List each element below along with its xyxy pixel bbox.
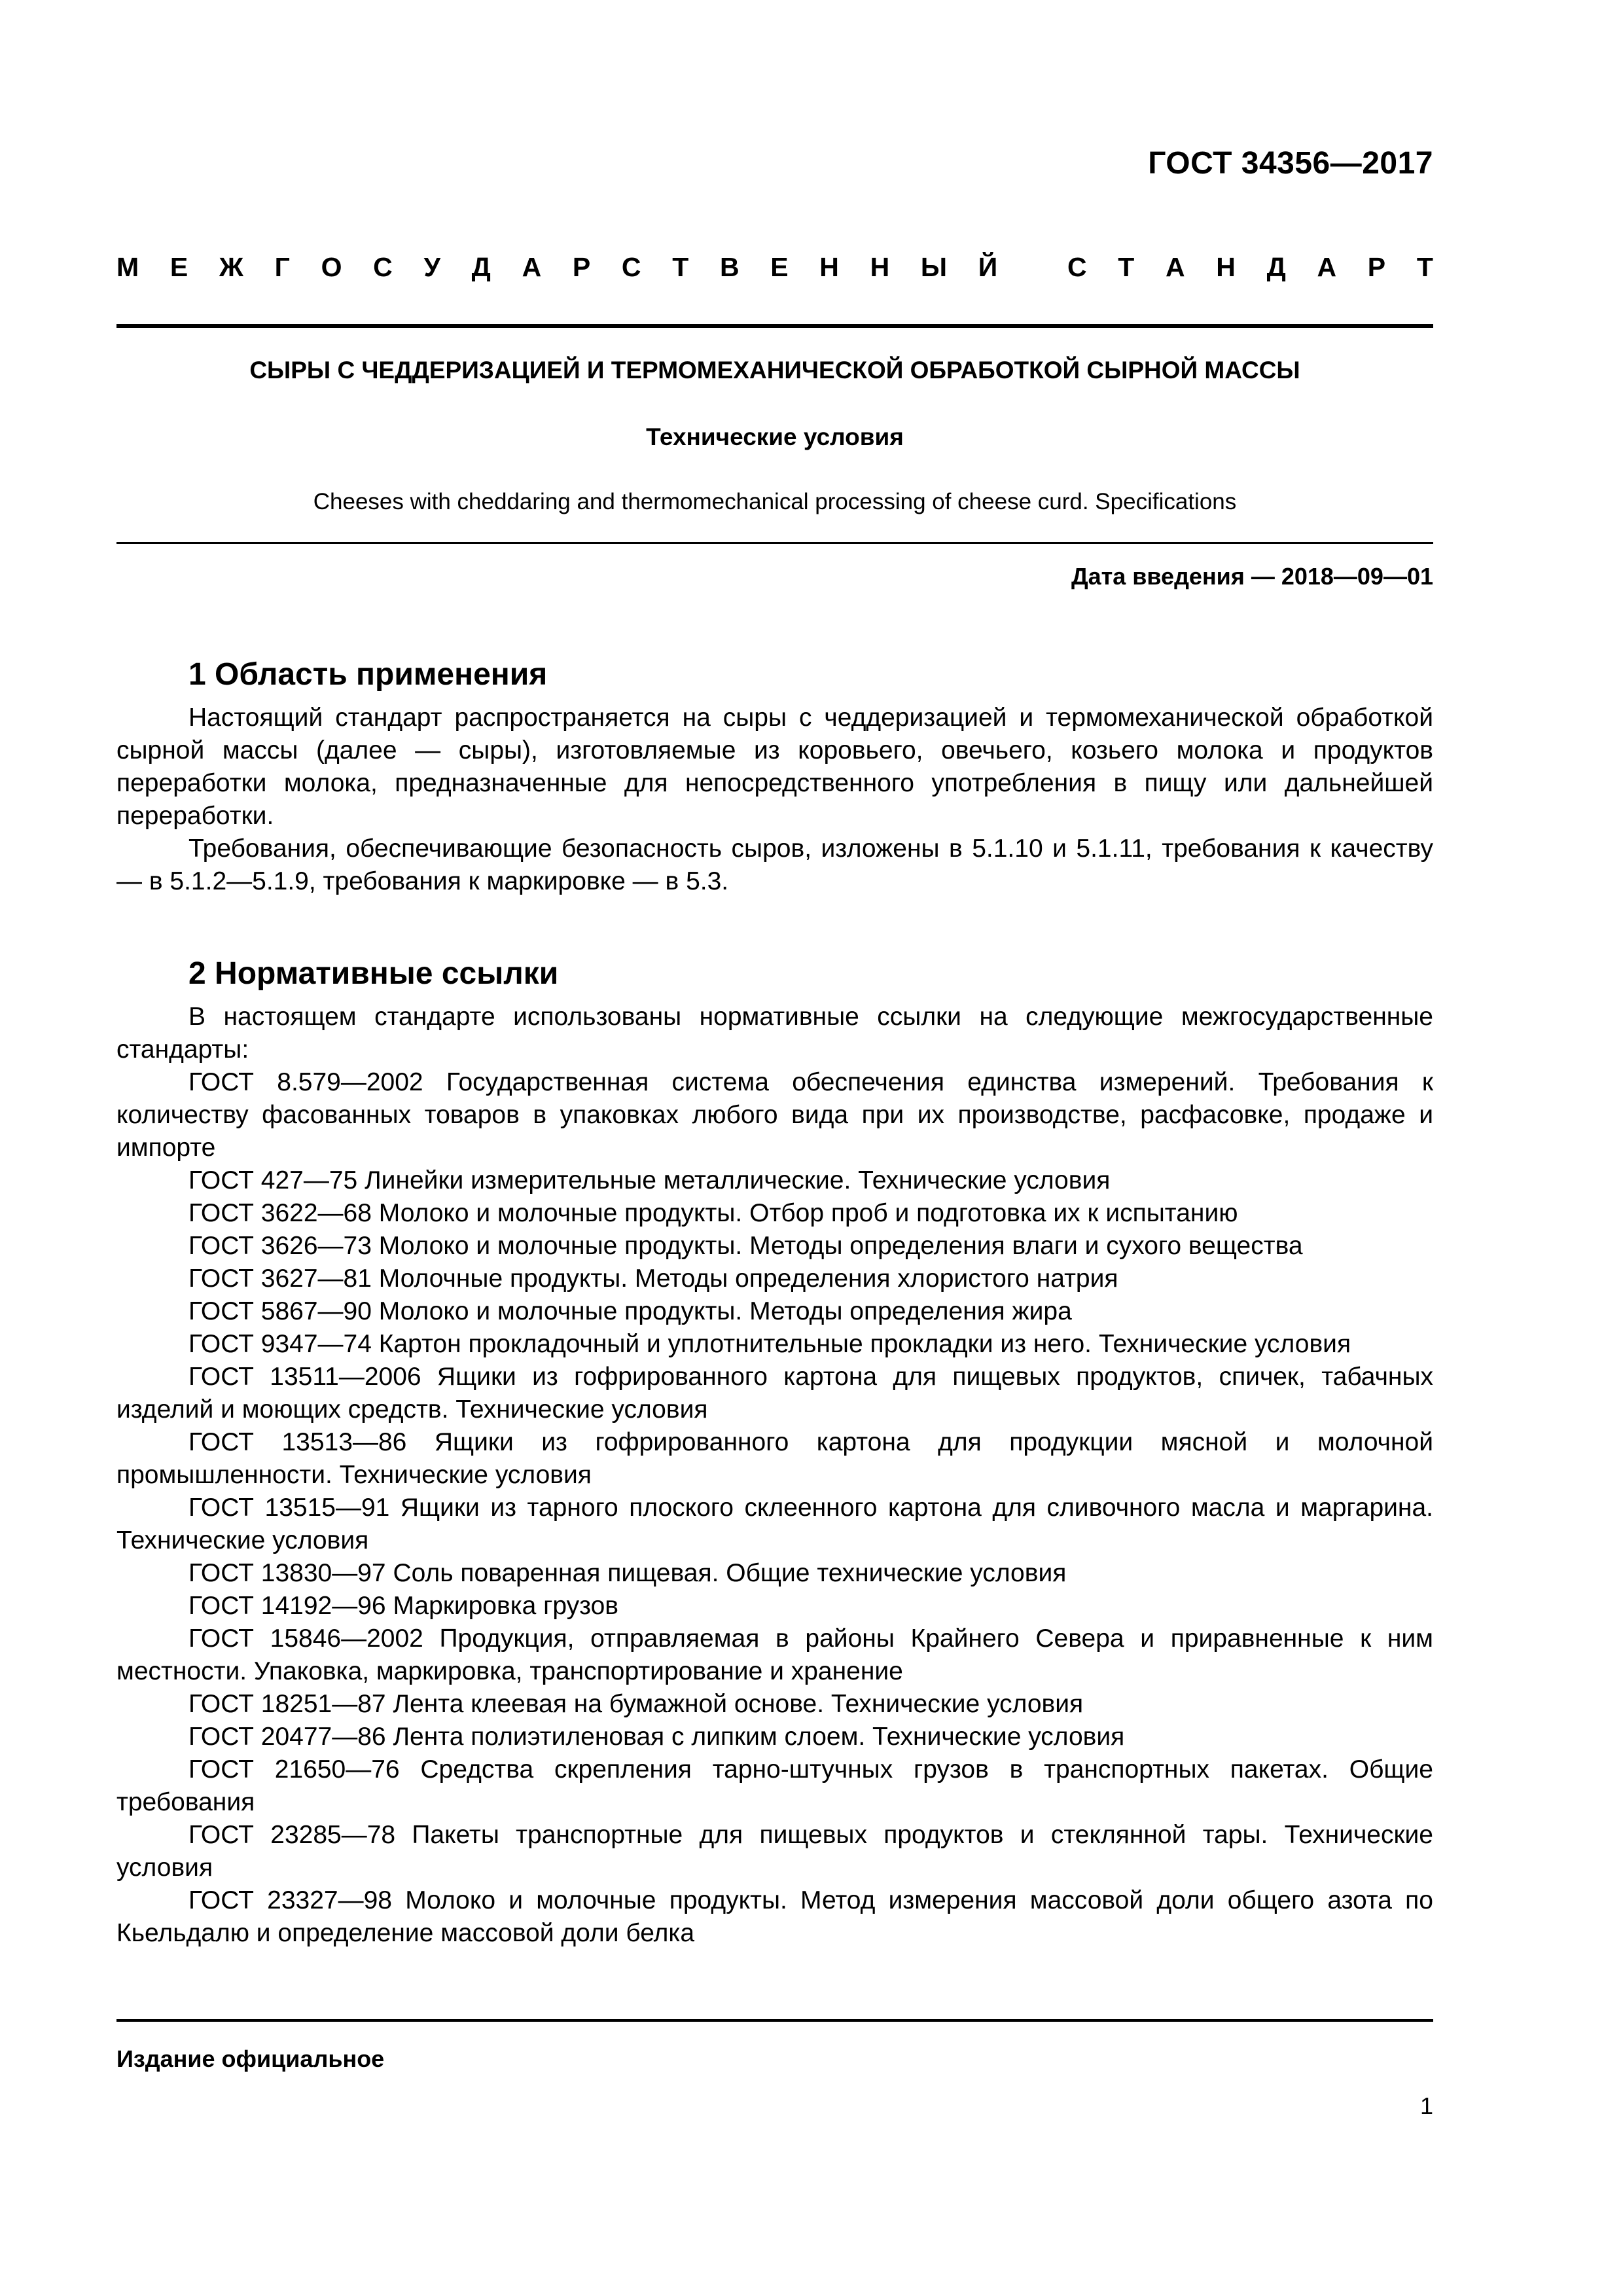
standard-type-letter: А (1166, 252, 1185, 282)
document-page (116, 0, 1433, 2296)
reference-item: ГОСТ 8.579—2002 Государственная система обеспечения единства измерений. Требования к количеству фасованных товаров в упаковках любого вида при их производстве, расфасовке, продаже и импорте (116, 1068, 1433, 1162)
standard-type-letter: У (423, 252, 440, 282)
standard-type-letter: С (1067, 252, 1087, 282)
paragraph: Требования, обеспечивающие безопасность сыров, изложены в 5.1.10 и 5.1.11, требования к качеству — в 5.1.2—5.1.9, требования к маркировке — в 5.3. (116, 834, 1433, 896)
reference-item: ГОСТ 15846—2002 Продукция, отправляемая в районы Крайнего Севера и приравненные к ним местности. Упаковка, маркировка, транспортирование и хранение (116, 1624, 1433, 1686)
standard-type-letter: Е (770, 252, 789, 282)
standard-type-letter: С (373, 252, 393, 282)
standard-type-letter (1029, 252, 1036, 283)
reference-item: ГОСТ 13830—97 Соль поваренная пищевая. Общие технические условия (188, 1559, 1067, 1588)
reference-item: ГОСТ 427—75 Линейки измерительные металлические. Технические условия (188, 1166, 1111, 1195)
reference-item: ГОСТ 5867—90 Молоко и молочные продукты. Методы определения жира (188, 1297, 1072, 1326)
standard-type-letter: В (719, 252, 740, 282)
standard-type-letter: Ж (219, 252, 243, 282)
header-rule (116, 324, 1433, 328)
introduction-date: Дата введения — 2018—09—01 (1071, 563, 1433, 590)
paragraph: В настоящем стандарте использованы нормативные ссылки на следующие межгосударственные стандарты: (116, 1003, 1433, 1064)
reference-item: ГОСТ 23285—78 Пакеты транспортные для пищевых продуктов и стеклянной тары. Технические условия (116, 1821, 1433, 1882)
paragraph: Настоящий стандарт распространяется на сыры с чеддеризацией и термомеханической обработкой сырной массы (далее — сыры), изготовляемые из коровьего, овечьего, козьего молока и продуктов переработки молока, предназначенные для непосредственного употребления в пищу или дальнейшей переработки. (116, 704, 1433, 831)
reference-item: ГОСТ 13511—2006 Ящики из гофрированного картона для пищевых продуктов, спичек, табачных изделий и моющих средств. Технические условия (116, 1363, 1433, 1424)
standard-type-letter: Е (169, 252, 188, 282)
footer-rule (116, 2019, 1433, 2022)
document-number: ГОСТ 34356—2017 (1148, 146, 1433, 181)
standard-type-letter: Н (870, 252, 890, 282)
section-scope (116, 655, 1433, 898)
standard-type-letter: Д (1266, 252, 1286, 282)
reference-item: ГОСТ 21650—76 Средства скрепления тарно-штучных грузов в транспортных пакетах. Общие требования (116, 1755, 1433, 1817)
standard-type-letter: Т (1118, 252, 1135, 282)
standard-type-letter: О (321, 252, 342, 282)
edition-label: Издание официальное (116, 2045, 385, 2072)
standard-type-letter: М (116, 252, 139, 282)
document-subtitle: Технические условия (646, 423, 904, 450)
reference-item: ГОСТ 13513—86 Ящики из гофрированного картона для продукции мясной и молочной промышленности. Технические условия (116, 1428, 1433, 1490)
reference-item: ГОСТ 20477—86 Лента полиэтиленовая с липким слоем. Технические условия (188, 1723, 1125, 1751)
standard-type-letter: Р (572, 252, 591, 282)
section-heading: 2 Нормативные ссылки (188, 956, 559, 991)
reference-item: ГОСТ 3622—68 Молоко и молочные продукты. Отбор проб и подготовка их к испытанию (188, 1199, 1238, 1228)
section-heading: 1 Область применения (188, 657, 548, 692)
title-rule (116, 542, 1433, 544)
standard-type-letter: С (621, 252, 641, 282)
reference-item: ГОСТ 3626—73 Молоко и молочные продукты. Методы определения влаги и сухого вещества (188, 1232, 1303, 1261)
standard-type-letter: Г (274, 252, 290, 282)
reference-list (116, 1066, 1433, 1950)
standard-type-letter: Й (978, 252, 998, 282)
standard-type-letter: Р (1367, 252, 1386, 282)
standard-type-letter: Ы (920, 252, 948, 282)
standard-type-letter: А (1317, 252, 1337, 282)
standard-type-heading (116, 252, 1433, 283)
english-title: Cheeses with cheddaring and thermomechanical processing of cheese curd. Specifications (313, 489, 1237, 514)
standard-type-letter: А (522, 252, 542, 282)
standard-type-letter: Т (1416, 252, 1433, 282)
standard-type-letter: Н (1216, 252, 1236, 282)
reference-item: ГОСТ 3627—81 Молочные продукты. Методы определения хлористого натрия (188, 1265, 1118, 1293)
page-number: 1 (1419, 2092, 1433, 2119)
reference-item: ГОСТ 9347—74 Картон прокладочный и уплотнительные прокладки из него. Технические условия (188, 1330, 1351, 1359)
standard-type-letter: Н (819, 252, 839, 282)
reference-item: ГОСТ 23327—98 Молоко и молочные продукты. Метод измерения массовой доли общего азота по Кьельдалю и определение массовой доли белка (116, 1886, 1433, 1948)
document-title: СЫРЫ С ЧЕДДЕРИЗАЦИЕЙ И ТЕРМОМЕХАНИЧЕСКОЙ ОБРАБОТКОЙ СЫРНОЙ МАССЫ (249, 357, 1300, 384)
standard-type-letter: Т (672, 252, 689, 282)
reference-item: ГОСТ 14192—96 Маркировка грузов (188, 1592, 618, 1621)
section-normative-references (116, 954, 1433, 1950)
reference-item: ГОСТ 13515—91 Ящики из тарного плоского склеенного картона для сливочного масла и маргарина. Технические условия (116, 1494, 1433, 1555)
reference-item: ГОСТ 18251—87 Лента клеевая на бумажной основе. Технические условия (188, 1690, 1084, 1719)
standard-type-letter: Д (471, 252, 491, 282)
